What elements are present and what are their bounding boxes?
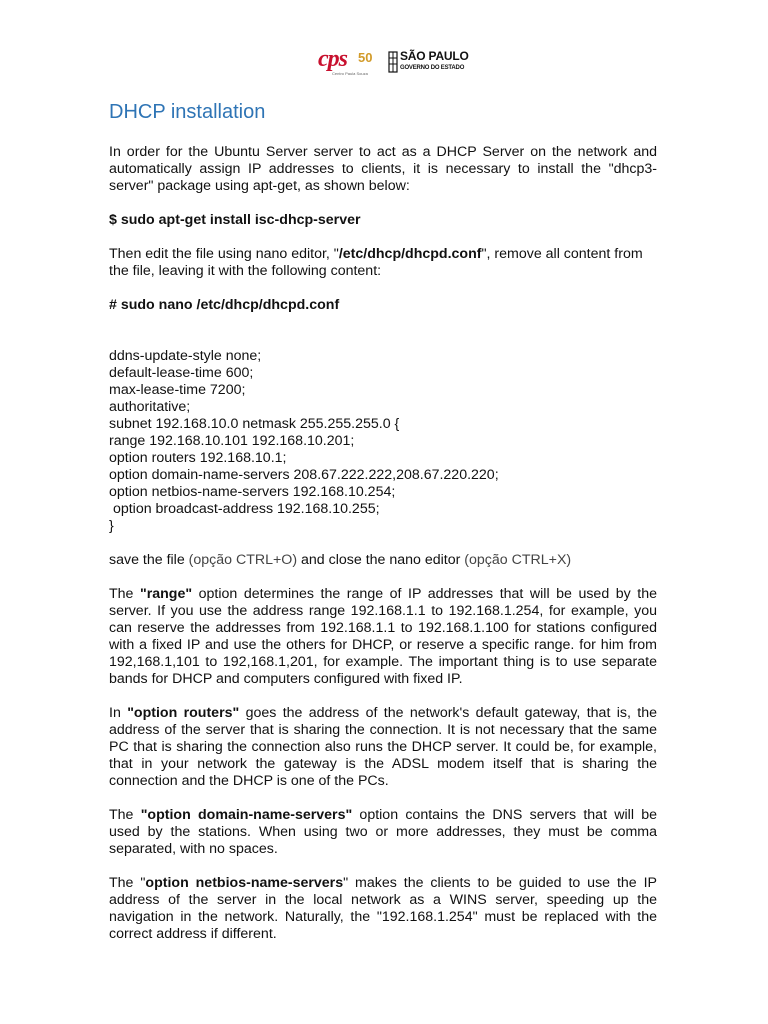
sao-paulo-title: SÃO PAULO <box>400 49 469 63</box>
netbios-paragraph: The "option netbios-name-servers" makes the clients to be guided to use the IP address of the server in the local network as a WINS server, speeding up the navigation in the network. Naturally, the "192.168.1.254" must be replaced with the correct address if different. <box>109 875 657 942</box>
edit-instructions: Then edit the file using nano editor, "/etc/dhcp/dhcpd.conf", remove all content from the file, leaving it with the following content: <box>109 246 643 279</box>
config-line: option broadcast-address 192.168.10.255; <box>109 501 380 517</box>
cps-50-years-badge: 50 <box>358 50 373 65</box>
cps-logo: cps <box>318 46 347 72</box>
config-line: default-lease-time 600; <box>109 365 254 381</box>
intro-paragraph: In order for the Ubuntu Server server to act as a DHCP Server on the network and automatically assign IP addresses to clients, it is necessary to install the "dhcp3-server" package using apt-get, as shown below: <box>109 144 657 194</box>
sao-paulo-subtitle: GOVERNO DO ESTADO <box>400 65 465 71</box>
range-paragraph: The "range" option determines the range of IP addresses that will be used by the server. If you use the address range 192.168.1.1 to 192.168.1.254, for example, you can reserve the addresses from 192.168.1.1 to 192.168.1.100 for stations configured with a fixed IP and use the others for DHCP, or reserve a specific range. for him from 192,168.1,101 to 192,168.1,201, for example. The important thing is to use separate bands for DHCP and computers configured with fixed IP. <box>109 586 658 687</box>
document-body <box>109 100 657 943</box>
save-instructions: save the file (opção CTRL+O) and close the nano editor (opção CTRL+X) <box>109 552 572 568</box>
config-line: range 192.168.10.101 192.168.10.201; <box>109 433 355 449</box>
install-command: $ sudo apt-get install isc-dhcp-server <box>109 212 361 228</box>
config-line: option routers 192.168.10.1; <box>109 450 287 466</box>
config-line: } <box>109 518 114 534</box>
cps-subtitle: Centro Paula Souza <box>332 71 368 76</box>
config-line: authoritative; <box>109 399 191 415</box>
config-line: max-lease-time 7200; <box>109 382 246 398</box>
config-file-path: /etc/dhcp/dhcpd.conf <box>338 246 482 262</box>
header-logos <box>312 44 472 84</box>
config-line: subnet 192.168.10.0 netmask 255.255.255.0 { <box>109 416 400 432</box>
config-line: ddns-update-style none; <box>109 348 262 364</box>
dns-paragraph: The "option domain-name-servers" option contains the DNS servers that will be used by the stations. When using two or more addresses, they must be comma separated, with no spaces. <box>109 807 657 857</box>
config-block <box>109 348 657 535</box>
sao-paulo-emblem-icon <box>388 50 398 74</box>
routers-paragraph: In "option routers" goes the address of the network's default gateway, that is, the address of the server that is sharing the connection. It is not necessary that the same PC that is sharing the connection also runs the DHCP server. It could be, for example, that in your network the gateway is the ADSL modem itself that is sharing the connection and the DHCP is one of the PCs. <box>109 705 657 789</box>
nano-command: # sudo nano /etc/dhcp/dhcpd.conf <box>109 297 340 313</box>
config-line: option domain-name-servers 208.67.222.222,208.67.220.220; <box>109 467 499 483</box>
page-title: DHCP installation <box>109 101 266 123</box>
config-line: option netbios-name-servers 192.168.10.254; <box>109 484 396 500</box>
